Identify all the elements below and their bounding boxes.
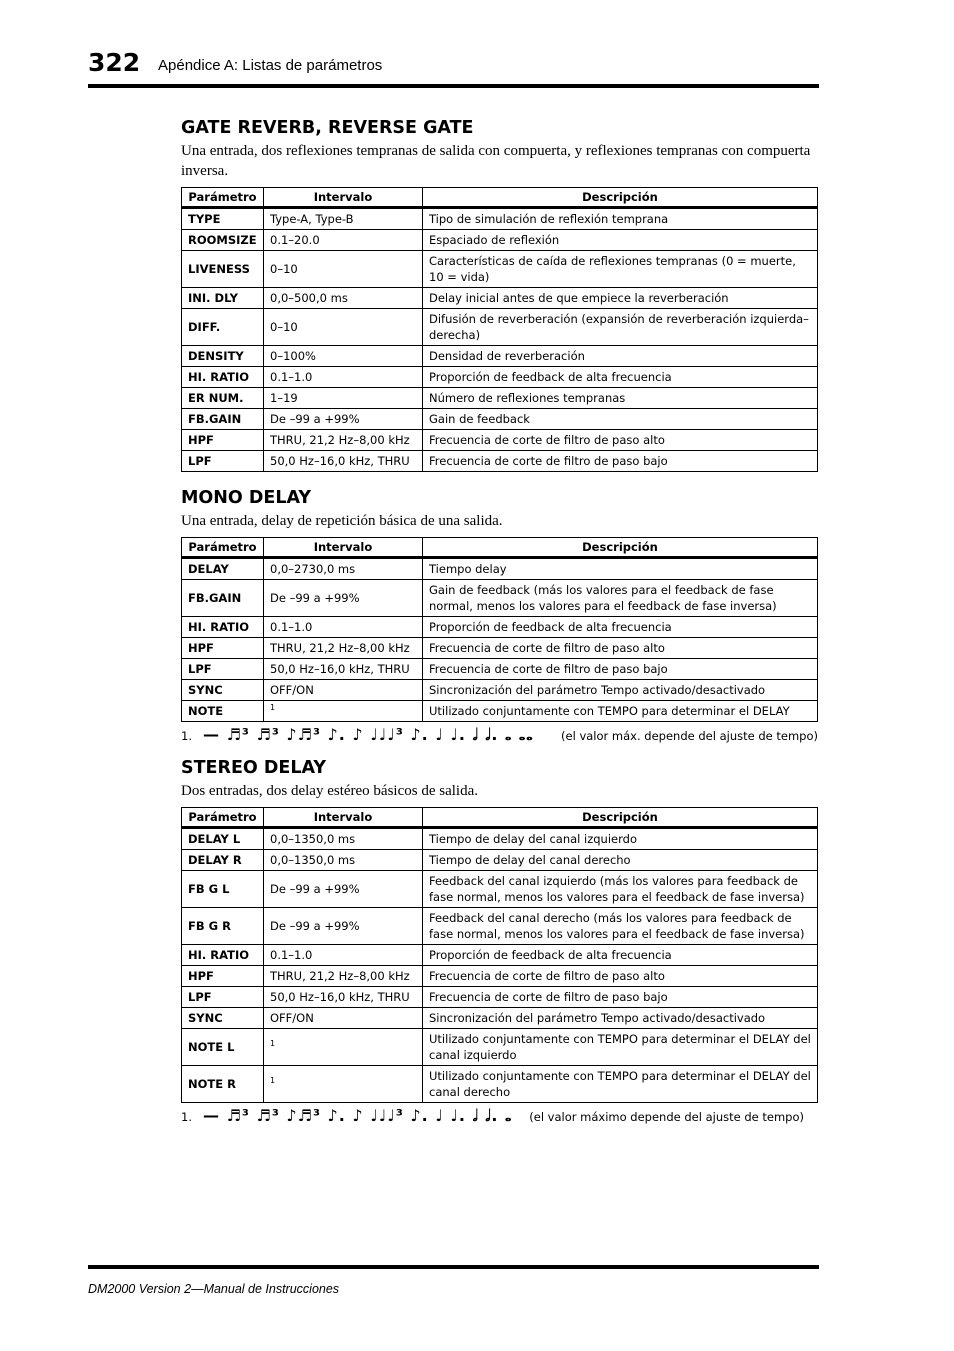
param-range: De –99 a +99% [264, 908, 423, 945]
note-symbols-icon: — ♬³ ♬³ ♪♬³ ♪. ♪ ♩♩♩³ ♪. ♩ ♩. 𝅗𝅥 𝅗𝅥. 𝅝 [203, 1106, 513, 1125]
param-name: HPF [182, 638, 264, 659]
param-name: INI. DLY [182, 288, 264, 309]
param-range: 0–100% [264, 346, 423, 367]
param-description: Proporción de feedback de alta frecuencia [423, 367, 818, 388]
footnote-ref: 1 [270, 1076, 276, 1085]
section-title: MONO DELAY [181, 488, 312, 508]
param-name: NOTE [182, 701, 264, 722]
column-header-desc: Descripción [423, 538, 818, 558]
param-range: De –99 a +99% [264, 580, 423, 617]
column-header-desc: Descripción [423, 808, 818, 828]
table-row [182, 251, 818, 288]
param-range [264, 701, 423, 722]
footnote [181, 727, 818, 747]
table-row [182, 288, 818, 309]
table-row [182, 367, 818, 388]
section-description: Una entrada, delay de repetición básica de una salida. [181, 513, 503, 529]
param-name: DENSITY [182, 346, 264, 367]
param-name: HPF [182, 966, 264, 987]
table-row [182, 908, 818, 945]
table-row [182, 1008, 818, 1029]
chapter-title: Apéndice A: Listas de parámetros [158, 57, 383, 74]
param-name: TYPE [182, 208, 264, 230]
section-gate-reverb [181, 116, 818, 472]
table-row [182, 208, 818, 230]
table-row [182, 388, 818, 409]
param-description: Espaciado de reflexión [423, 230, 818, 251]
param-name: HI. RATIO [182, 367, 264, 388]
section-stereo-delay [181, 756, 818, 1128]
param-name: DELAY L [182, 828, 264, 850]
table-row [182, 966, 818, 987]
footnote-ref: 1 [270, 1039, 276, 1048]
param-name: HPF [182, 430, 264, 451]
page-footer [88, 1265, 819, 1296]
column-header-param: Parámetro [182, 188, 264, 208]
section-title: STEREO DELAY [181, 758, 327, 778]
param-range: THRU, 21,2 Hz–8,00 kHz [264, 966, 423, 987]
table-row [182, 680, 818, 701]
table-row [182, 346, 818, 367]
param-name: FB.GAIN [182, 409, 264, 430]
section-description: Dos entradas, dos delay estéreo básicos de salida. [181, 783, 478, 799]
param-description: Delay inicial antes de que empiece la reverberación [423, 288, 818, 309]
param-description: Densidad de reverberación [423, 346, 818, 367]
param-name: LPF [182, 659, 264, 680]
param-range: 50,0 Hz–16,0 kHz, THRU [264, 659, 423, 680]
footnote-number: 1. [181, 1110, 192, 1124]
section-title: GATE REVERB, REVERSE GATE [181, 118, 474, 138]
param-description: Tiempo delay [423, 558, 818, 580]
param-description: Frecuencia de corte de filtro de paso bajo [423, 451, 818, 472]
param-range: 0–10 [264, 309, 423, 346]
param-range: 0,0–1350,0 ms [264, 828, 423, 850]
param-range: De –99 a +99% [264, 871, 423, 908]
table-row [182, 638, 818, 659]
param-description: Difusión de reverberación (expansión de reverberación izquierda–derecha) [423, 309, 818, 346]
footnote-text: (el valor máx. depende del ajuste de tempo) [561, 729, 818, 743]
param-description: Frecuencia de corte de filtro de paso alto [423, 638, 818, 659]
param-description: Proporción de feedback de alta frecuencia [423, 945, 818, 966]
table-row [182, 850, 818, 871]
param-name: LIVENESS [182, 251, 264, 288]
column-header-range: Intervalo [264, 188, 423, 208]
param-range [264, 1066, 423, 1103]
param-name: FB G L [182, 871, 264, 908]
param-description: Feedback del canal derecho (más los valores para feedback de fase normal, menos los valores para el feedback de fase inversa) [423, 908, 818, 945]
table-header-row [182, 188, 818, 208]
table-row [182, 701, 818, 722]
column-header-range: Intervalo [264, 808, 423, 828]
param-range: THRU, 21,2 Hz–8,00 kHz [264, 638, 423, 659]
param-description: Tiempo de delay del canal derecho [423, 850, 818, 871]
param-name: FB.GAIN [182, 580, 264, 617]
column-header-range: Intervalo [264, 538, 423, 558]
param-name: DELAY [182, 558, 264, 580]
param-range: 0.1–1.0 [264, 367, 423, 388]
param-range [264, 1029, 423, 1066]
parameter-table [181, 807, 818, 1103]
param-description: Frecuencia de corte de filtro de paso bajo [423, 659, 818, 680]
param-description: Número de reflexiones tempranas [423, 388, 818, 409]
param-range: 0.1–1.0 [264, 617, 423, 638]
param-name: DELAY R [182, 850, 264, 871]
table-row [182, 659, 818, 680]
section-description: Una entrada, dos reflexiones tempranas de salida con compuerta, y reflexiones tempranas con compuerta inversa. [181, 143, 811, 179]
table-row [182, 1066, 818, 1103]
table-row [182, 230, 818, 251]
parameter-table [181, 187, 818, 472]
table-row [182, 309, 818, 346]
table-header-row [182, 538, 818, 558]
param-name: LPF [182, 987, 264, 1008]
table-row [182, 558, 818, 580]
table-row [182, 945, 818, 966]
param-range: 50,0 Hz–16,0 kHz, THRU [264, 451, 423, 472]
section-mono-delay [181, 486, 818, 747]
param-description: Frecuencia de corte de filtro de paso alto [423, 966, 818, 987]
param-name: NOTE L [182, 1029, 264, 1066]
page-number: 322 [88, 48, 141, 77]
param-range: 0,0–1350,0 ms [264, 850, 423, 871]
param-description: Utilizado conjuntamente con TEMPO para determinar el DELAY [423, 701, 818, 722]
param-description: Feedback del canal izquierdo (más los valores para feedback de fase normal, menos los valores para el feedback de fase inversa) [423, 871, 818, 908]
table-row [182, 409, 818, 430]
table-row [182, 617, 818, 638]
param-name: HI. RATIO [182, 617, 264, 638]
param-range: OFF/ON [264, 680, 423, 701]
param-description: Sincronización del parámetro Tempo activado/desactivado [423, 1008, 818, 1029]
param-range: 0,0–2730,0 ms [264, 558, 423, 580]
table-row [182, 828, 818, 850]
param-range: THRU, 21,2 Hz–8,00 kHz [264, 430, 423, 451]
footnote-text: (el valor máximo depende del ajuste de tempo) [529, 1110, 804, 1124]
param-name: ROOMSIZE [182, 230, 264, 251]
param-description: Frecuencia de corte de filtro de paso bajo [423, 987, 818, 1008]
param-description: Tiempo de delay del canal izquierdo [423, 828, 818, 850]
parameter-table [181, 537, 818, 722]
param-range: 0,0–500,0 ms [264, 288, 423, 309]
table-row [182, 580, 818, 617]
param-name: DIFF. [182, 309, 264, 346]
table-header-row [182, 808, 818, 828]
param-range: De –99 a +99% [264, 409, 423, 430]
param-name: NOTE R [182, 1066, 264, 1103]
column-header-desc: Descripción [423, 188, 818, 208]
param-range: 0.1–1.0 [264, 945, 423, 966]
param-description: Utilizado conjuntamente con TEMPO para determinar el DELAY del canal izquierdo [423, 1029, 818, 1066]
param-description: Utilizado conjuntamente con TEMPO para determinar el DELAY del canal derecho [423, 1066, 818, 1103]
footnote [181, 1108, 818, 1128]
table-row [182, 1029, 818, 1066]
column-header-param: Parámetro [182, 808, 264, 828]
footnote-number: 1. [181, 729, 192, 743]
table-row [182, 451, 818, 472]
param-name: LPF [182, 451, 264, 472]
table-row [182, 871, 818, 908]
param-name: SYNC [182, 1008, 264, 1029]
param-range: 0–10 [264, 251, 423, 288]
page-header [88, 48, 819, 88]
param-description: Sincronización del parámetro Tempo activado/desactivado [423, 680, 818, 701]
param-description: Frecuencia de corte de filtro de paso alto [423, 430, 818, 451]
column-header-param: Parámetro [182, 538, 264, 558]
footnote-ref: 1 [270, 703, 276, 712]
footer-text: DM2000 Version 2—Manual de Instrucciones [88, 1282, 340, 1296]
param-description: Tipo de simulación de reflexión temprana [423, 208, 818, 230]
param-description: Gain de feedback (más los valores para el feedback de fase normal, menos los valores para el feedback de fase inversa) [423, 580, 818, 617]
param-name: ER NUM. [182, 388, 264, 409]
param-range: OFF/ON [264, 1008, 423, 1029]
param-name: HI. RATIO [182, 945, 264, 966]
param-description: Proporción de feedback de alta frecuencia [423, 617, 818, 638]
param-description: Gain de feedback [423, 409, 818, 430]
note-symbols-icon: — ♬³ ♬³ ♪♬³ ♪. ♪ ♩♩♩³ ♪. ♩ ♩. 𝅗𝅥 𝅗𝅥. 𝅝 𝅝𝅝 [203, 725, 534, 744]
param-description: Características de caída de reflexiones tempranas (0 = muerte, 10 = vida) [423, 251, 818, 288]
param-range: 0.1–20.0 [264, 230, 423, 251]
param-name: FB G R [182, 908, 264, 945]
param-range: Type-A, Type-B [264, 208, 423, 230]
page-content [181, 116, 818, 1128]
table-row [182, 430, 818, 451]
param-range: 50,0 Hz–16,0 kHz, THRU [264, 987, 423, 1008]
param-range: 1–19 [264, 388, 423, 409]
param-name: SYNC [182, 680, 264, 701]
table-row [182, 987, 818, 1008]
